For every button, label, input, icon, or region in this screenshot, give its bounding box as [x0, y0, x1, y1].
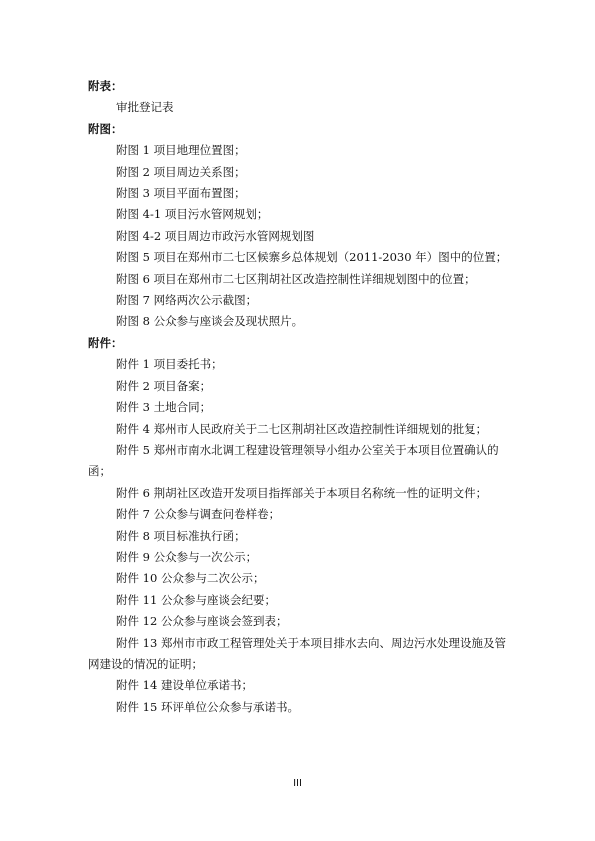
list-item: 附件 3 土地合同；: [116, 400, 212, 415]
list-item: 附件 13 郑州市市政工程管理处关于本项目排水去向、周边污水处理设施及管网建设的情况的证明；: [88, 635, 506, 671]
list-item: 附图 4-2 项目周边市政污水管网规划图: [116, 228, 315, 243]
list-item: 附件 11 公众参与座谈会纪要；: [116, 592, 276, 607]
list-item: 附图 1 项目地理位置图；: [116, 143, 246, 158]
document-body: [88, 76, 508, 718]
list-item: 附图 4-1 项目污水管网规划；: [116, 207, 269, 222]
list-item: 附件 7 公众参与调查问卷样卷；: [116, 507, 281, 522]
list-item: 附件 12 公众参与座谈会签到表；: [116, 614, 288, 629]
section-heading-attached-figures: 附图：: [88, 121, 123, 136]
list-item: 附件 5 郑州市南水北调工程建设管理领导小组办公室关于本项目位置确认的函；: [88, 442, 499, 479]
list-item: 附图 8 公众参与座谈会及现状照片。: [116, 314, 304, 329]
list-item: 附件 10 公众参与二次公示；: [116, 571, 265, 586]
list-item: 附件 14 建设单位承诺书；: [116, 678, 253, 693]
list-item: 附件 1 项目委托书；: [116, 357, 223, 372]
list-item: 附图 5 项目在郑州市二七区候寨乡总体规划（2011-2030 年）图中的位置；: [116, 250, 508, 265]
list-item: 附图 3 项目平面布置图；: [116, 186, 246, 201]
list-item: 附件 8 项目标准执行函；: [116, 528, 246, 543]
page-number: III: [293, 778, 302, 789]
list-item: 审批登记表: [116, 100, 174, 115]
list-item: 附件 2 项目备案；: [116, 378, 212, 393]
list-item: 附件 9 公众参与一次公示；: [116, 549, 258, 564]
list-item: 附件 15 环评单位公众参与承诺书。: [116, 699, 299, 714]
section-heading-attached-tables: 附表：: [88, 79, 123, 93]
list-item: 附件 4 郑州市人民政府关于二七区荆胡社区改造控制性详细规划的批复；: [116, 421, 488, 436]
list-item: 附图 7 网络两次公示截图；: [116, 293, 258, 308]
list-item: 附图 6 项目在郑州市二七区荆胡社区改造控制性详细规划图中的位置；: [116, 271, 476, 286]
list-item: 附图 2 项目周边关系图；: [116, 164, 246, 179]
list-item: 附件 6 荆胡社区改造开发项目指挥部关于本项目名称统一性的证明文件；: [116, 485, 488, 500]
section-heading-attachments: 附件：: [88, 335, 123, 350]
